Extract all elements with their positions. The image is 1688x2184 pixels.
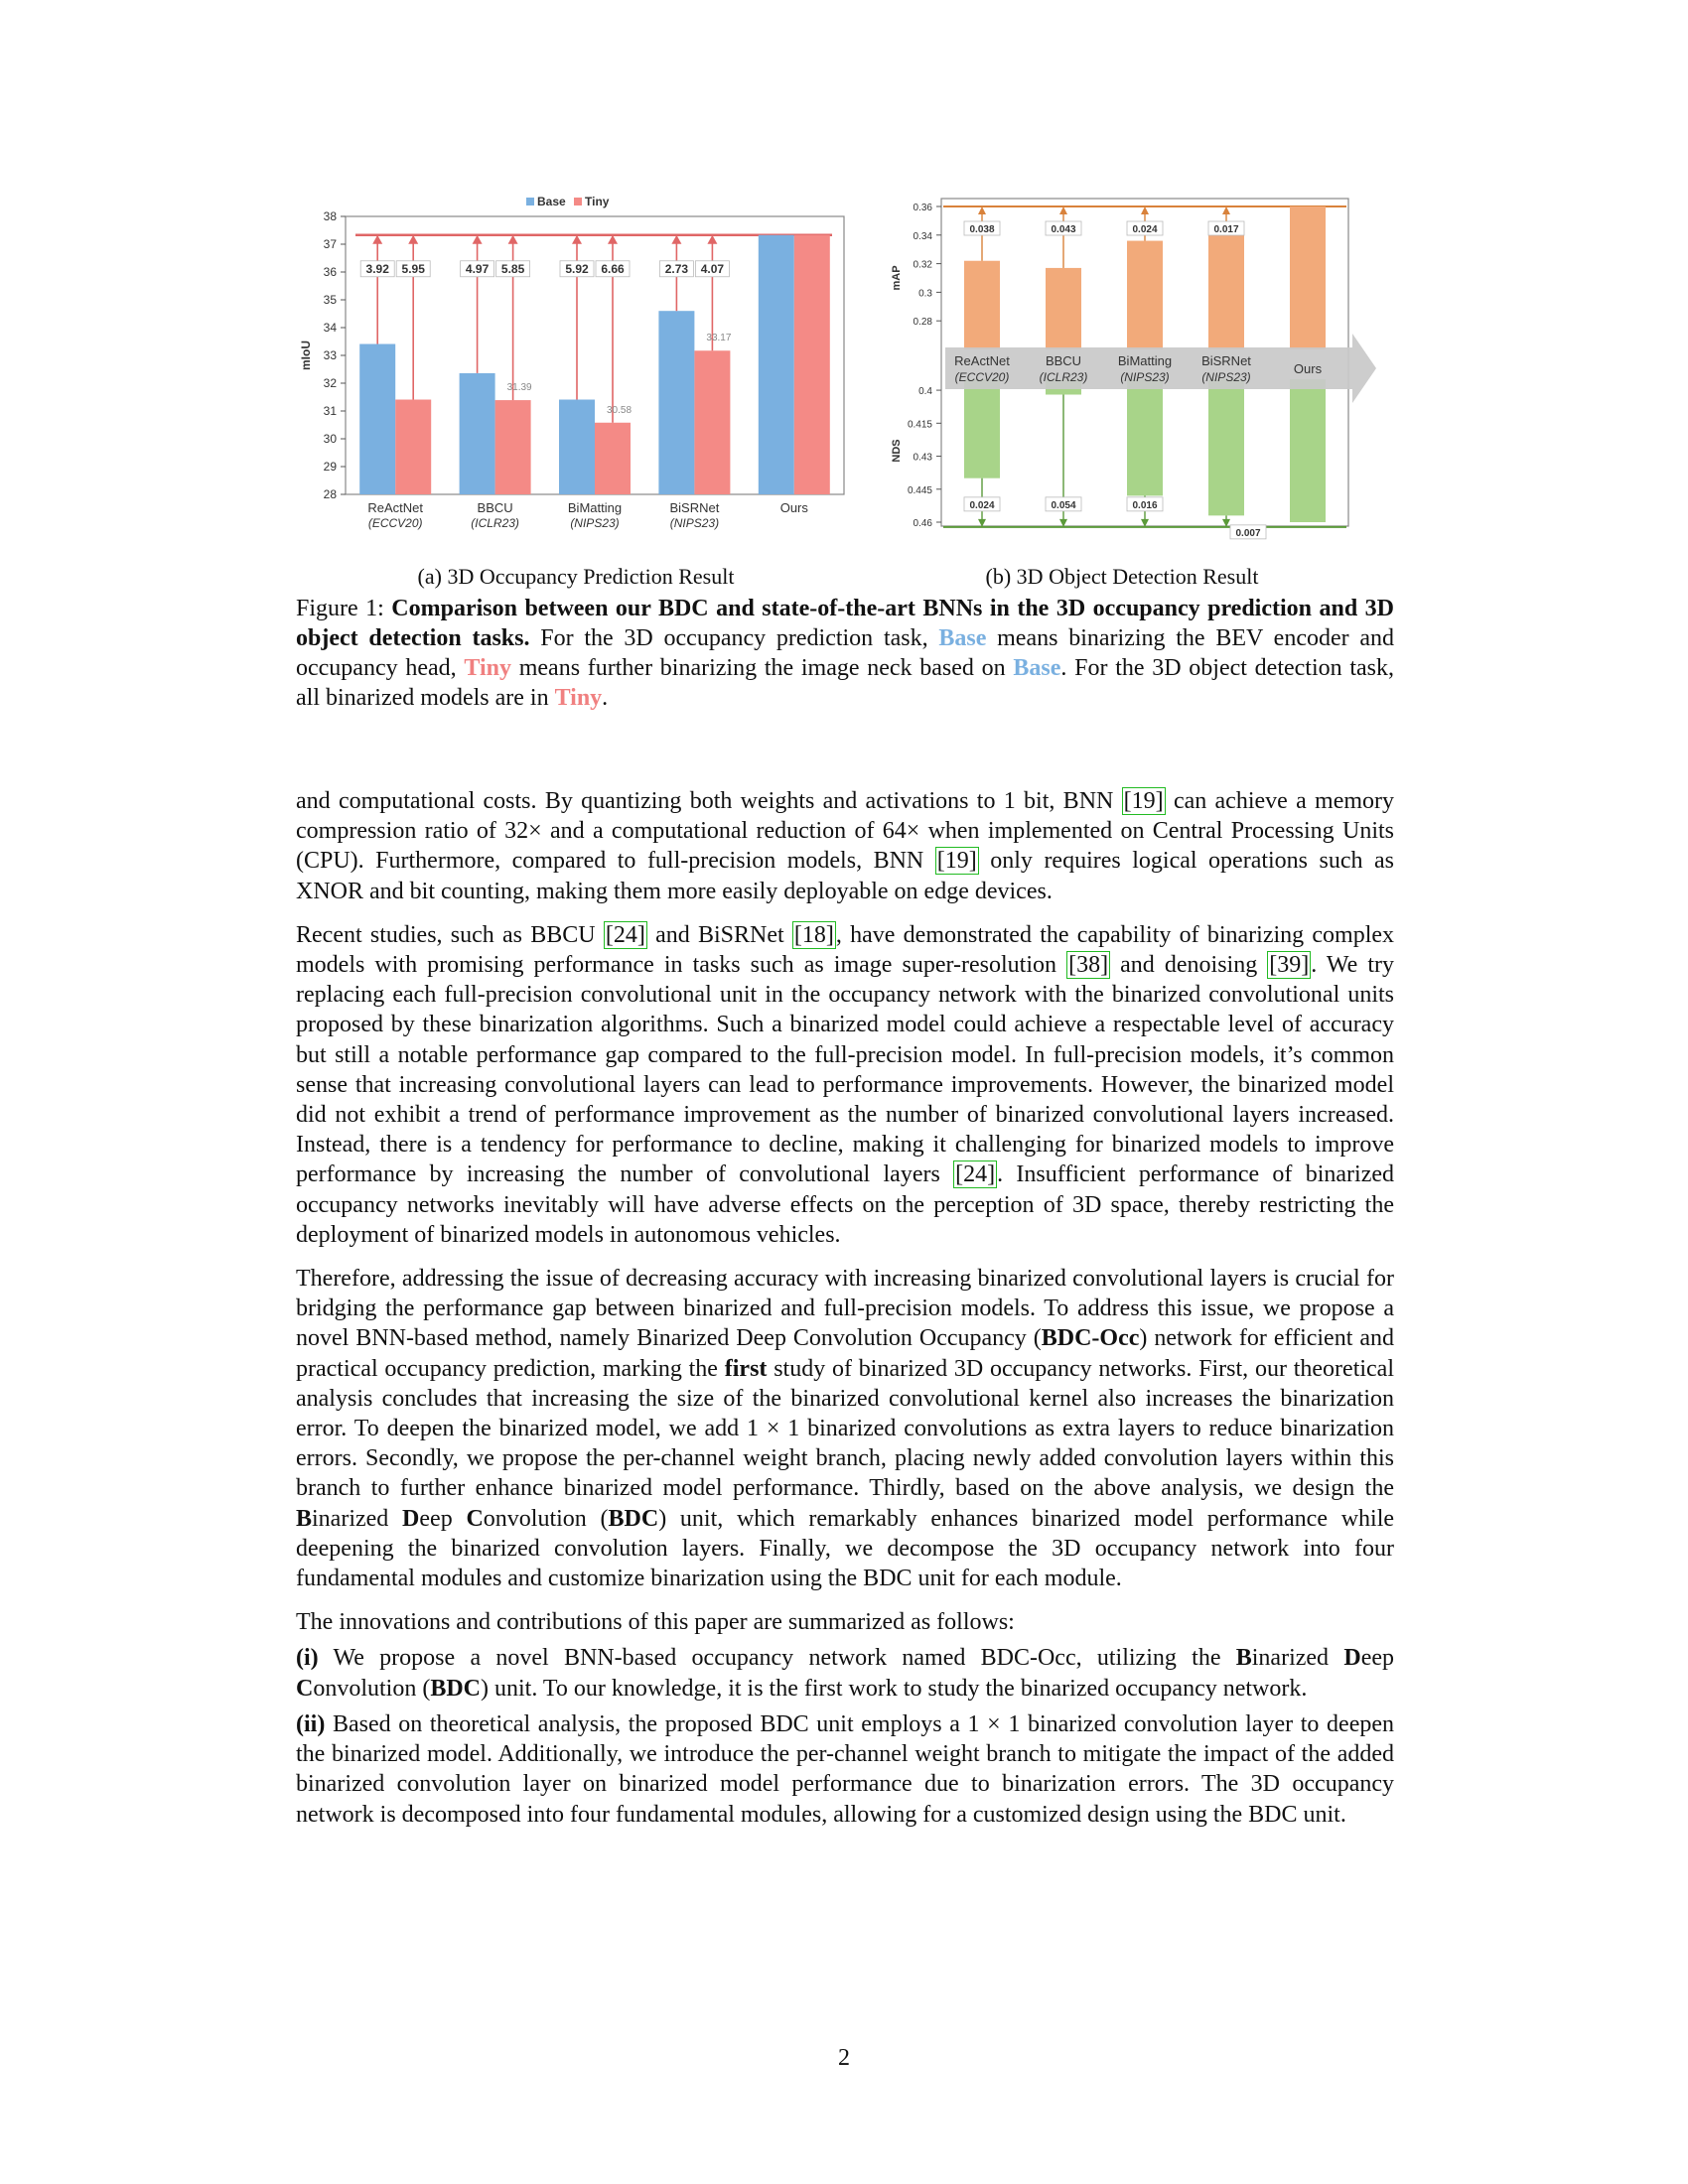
- bar-base: [658, 311, 694, 494]
- bar-value-label: 30.58: [607, 404, 633, 416]
- gap-arrowhead: [508, 235, 518, 244]
- paragraph: Recent studies, such as BBCU [24] and BiSRNet [18], have demonstrated the capability of binarizing complex models with promising performance in tasks such as image super-resolution [38] and denoising [39]. We try replacing each full-precision convolutional unit in the occupancy network with the binarized convolutional units proposed by these binarization algorithms. Such a binarized model could achieve a respectable level of accuracy but still a notable performance gap compared to the full-precision model. In full-precision models, it’s common sense that increasing convolutional layers can lead to performance improvements. However, the binarized model did not exhibit a trend of performance improvement as the number of binarized convolutional layers increased. Instead, there is a tendency for performance to decline, making it challenging for binarized models to improve performance by increasing the number of convolutional layers [24]. Insufficient performance of binarized occupancy networks inevitably will have adverse effects on the perception of 3D space, thereby restricting the deployment of binarized models in autonomous vehicles.: [296, 921, 1395, 1248]
- citation-link[interactable]: [19]: [1123, 788, 1164, 814]
- x-tick-label: BiSRNet: [669, 500, 720, 515]
- y-axis-label-nds: NDS: [891, 439, 903, 463]
- y-tick-label: 29: [323, 460, 337, 474]
- caption-base-term: Base: [1013, 655, 1061, 681]
- y-tick-label: 0.36: [913, 203, 932, 213]
- gap-label: 4.97: [465, 261, 490, 276]
- y-tick-label: 38: [323, 209, 337, 223]
- bar-tiny: [595, 423, 631, 494]
- nds-gap-label: 0.016: [1132, 499, 1158, 511]
- bar-nds: [964, 379, 1000, 478]
- caption-text: . For the 3D object detection task, all binarized models are in: [296, 655, 1395, 711]
- map-gap-label: 0.038: [969, 224, 995, 235]
- y-tick-label: 28: [323, 487, 337, 501]
- gap-label: 4.07: [700, 261, 725, 276]
- citation-link[interactable]: [24]: [955, 1161, 996, 1188]
- nds-gap-label: 0.007: [1235, 527, 1261, 539]
- bar-base: [460, 373, 495, 494]
- chart-detection: [882, 195, 1398, 552]
- caption-base-term: Base: [938, 625, 987, 651]
- paragraph: The innovations and contributions of this paper are summarized as follows:: [296, 1609, 1015, 1636]
- subcaption-b: (b) 3D Object Detection Result: [985, 564, 1259, 589]
- bar-tiny: [694, 350, 730, 494]
- figure-1: [296, 195, 1398, 592]
- x-tick-label: BiMatting: [1117, 353, 1173, 368]
- x-tick-label: BBCU: [477, 500, 513, 515]
- map-gap-label: 0.043: [1051, 224, 1076, 235]
- x-tick-label: ReActNet: [954, 353, 1010, 368]
- bar-map: [1208, 230, 1244, 349]
- y-tick-label: 33: [323, 348, 337, 362]
- nds-gap-label: 0.054: [1051, 499, 1076, 511]
- x-tick-label: BiMatting: [567, 500, 623, 515]
- gap-arrowhead: [707, 235, 717, 244]
- bar-tiny: [495, 400, 531, 494]
- figure-caption: [296, 594, 1394, 713]
- gap-label: 3.92: [365, 261, 389, 276]
- caption-bold: Comparison between our BDC and state-of-the-art BNNs in the 3D occupancy prediction and 3D object detection tasks.: [296, 596, 1394, 651]
- contribution-item: (i) We propose a novel BNN-based occupancy network named BDC-Occ, utilizing the Binarized Deep Convolution (BDC) unit. To our knowledge, it is the first work to study the binarized occupancy network.: [296, 1645, 1394, 1702]
- bar-base: [759, 235, 794, 494]
- citation-link[interactable]: [39]: [1269, 952, 1310, 979]
- caption-text: For the 3D occupancy prediction task,: [540, 625, 928, 651]
- gap-arrowhead: [372, 235, 382, 244]
- bar-value-label: 33.17: [706, 333, 732, 344]
- y-tick-label: 35: [323, 293, 337, 307]
- gap-label: 5.95: [401, 261, 425, 276]
- y-tick-label: 0.32: [913, 259, 932, 271]
- y-tick-label: 34: [323, 321, 337, 335]
- legend-label-tiny: Tiny: [585, 195, 610, 208]
- gap-arrowhead: [408, 235, 418, 244]
- bar-value-label: 31.39: [506, 382, 532, 394]
- x-tick-label: Ours: [1293, 361, 1323, 376]
- x-tick-label: BBCU: [1045, 353, 1082, 368]
- y-tick-label: 0.4: [918, 386, 932, 398]
- y-tick-label: 36: [323, 265, 337, 279]
- y-tick-label: 31: [323, 404, 337, 418]
- y-tick-label: 32: [323, 376, 337, 390]
- bar-tiny: [794, 235, 830, 494]
- x-tick-sublabel: (ICLR23): [471, 516, 519, 530]
- gap-label: 5.92: [565, 261, 589, 276]
- caption-tiny-term: Tiny: [464, 655, 511, 681]
- gap-arrowhead: [473, 235, 483, 244]
- body-text: [296, 786, 1394, 1836]
- gap-label: 5.85: [500, 261, 525, 276]
- legend-swatch-tiny: [574, 198, 582, 205]
- map-gap-arrowhead: [1059, 206, 1067, 214]
- x-tick-sublabel: (ICLR23): [1039, 370, 1088, 384]
- y-tick-label: 37: [323, 237, 337, 251]
- subcaption-a: (a) 3D Occupancy Prediction Result: [417, 564, 735, 589]
- x-tick-sublabel: (NIPS23): [669, 516, 720, 530]
- page-number: 2: [838, 2045, 850, 2071]
- gap-arrowhead: [671, 235, 681, 244]
- x-tick-label: Ours: [779, 500, 808, 515]
- x-tick-label: ReActNet: [367, 500, 424, 515]
- chart-occupancy: [296, 195, 852, 552]
- citation-link[interactable]: [18]: [793, 921, 834, 948]
- y-tick-label: 30: [323, 432, 337, 446]
- bar-map: [1046, 268, 1081, 349]
- contribution-item: (ii) Based on theoretical analysis, the proposed BDC unit employs a 1 × 1 binarized convolution layer to deepen the binarized model. Additionally, we introduce the per-channel weight branch to mitigate the impact of the added binarized convolution layer on binarized model performance due to binarization errors. The 3D occupancy network is decomposed into four fundamental modules, allowing for a customized design using the BDC unit.: [296, 1710, 1395, 1828]
- gap-arrowhead: [608, 235, 618, 244]
- bar-nds: [1127, 379, 1163, 495]
- bar-nds: [1290, 379, 1326, 522]
- map-gap-arrowhead: [1141, 206, 1149, 214]
- gap-arrowhead: [572, 235, 582, 244]
- citation-link[interactable]: [24]: [605, 921, 645, 948]
- x-tick-sublabel: (ECCV20): [367, 516, 423, 530]
- map-gap-label: 0.017: [1213, 224, 1239, 235]
- legend-label-base: Base: [537, 195, 566, 208]
- bar-base: [559, 400, 595, 494]
- y-tick-label: 0.43: [913, 452, 932, 464]
- caption-text: means further binarizing the image neck based on: [518, 655, 1006, 681]
- legend-swatch-base: [526, 198, 534, 205]
- caption-tiny-term: Tiny: [554, 685, 603, 711]
- caption-text: .: [602, 685, 609, 711]
- y-tick-label: 0.46: [913, 518, 932, 529]
- gap-label: 2.73: [664, 261, 689, 276]
- bar-map: [964, 261, 1000, 349]
- bar-tiny: [395, 400, 431, 494]
- nds-gap-label: 0.024: [969, 499, 995, 511]
- y-axis-label: mIoU: [299, 341, 313, 370]
- x-tick-sublabel: (NIPS23): [1120, 370, 1170, 384]
- y-tick-label: 0.445: [907, 484, 932, 496]
- bar-nds: [1208, 379, 1244, 515]
- map-gap-label: 0.024: [1132, 224, 1158, 235]
- map-gap-arrowhead: [978, 206, 986, 214]
- x-tick-sublabel: (NIPS23): [570, 516, 620, 530]
- y-tick-label: 0.28: [913, 317, 932, 329]
- citation-link[interactable]: [19]: [936, 848, 977, 875]
- bar-map: [1127, 241, 1163, 349]
- caption-label: Figure 1:: [296, 596, 384, 621]
- paragraph: Therefore, addressing the issue of decreasing accuracy with increasing binarized convolutional layers is crucial for bridging the performance gap between binarized and full-precision models. To address this issue, we propose a novel BNN-based method, namely Binarized Deep Convolution Occupancy (BDC-Occ) network for efficient and practical occupancy prediction, marking the first study of binarized 3D occupancy networks. First, our theoretical analysis concludes that increasing the size of the binarized convolutional kernel also increases the binarization error. To deepen the binarized model, we add 1 × 1 binarized convolutions as extra layers to reduce binarization errors. Secondly, we propose the per-channel weight branch, placing newly added convolution layers within this branch to further enhance binarized model performance. Thirdly, based on the above analysis, we design the Binarized Deep Convolution (BDC) unit, which remarkably enhances binarized model performance while deepening the binarized convolution layers. Finally, we decompose the 3D occupancy network into four fundamental modules and customize binarization using the BDC unit for each module.: [296, 1266, 1395, 1592]
- bar-base: [359, 344, 395, 494]
- map-gap-arrowhead: [1222, 206, 1230, 214]
- y-tick-label: 0.34: [913, 230, 932, 242]
- y-axis-label-map: mAP: [891, 265, 903, 291]
- y-tick-label: 0.3: [918, 288, 932, 300]
- bar-map: [1290, 206, 1326, 349]
- caption-text: means binarizing the BEV encoder and occupancy head,: [296, 625, 1395, 681]
- x-tick-sublabel: (NIPS23): [1201, 370, 1251, 384]
- paragraph: and computational costs. By quantizing both weights and activations to 1 bit, BNN [19] can achieve a memory compression ratio of 32× and a computational reduction of 64× when implemented on Central Processing Units (CPU). Furthermore, compared to full-precision models, BNN [19] only requires logical operations such as XNOR and bit counting, making them more easily deployable on edge devices.: [296, 788, 1395, 904]
- x-tick-sublabel: (ECCV20): [954, 370, 1010, 384]
- citation-link[interactable]: [38]: [1068, 952, 1109, 979]
- y-tick-label: 0.415: [907, 419, 932, 431]
- x-tick-label: BiSRNet: [1201, 353, 1251, 368]
- gap-label: 6.66: [601, 261, 625, 276]
